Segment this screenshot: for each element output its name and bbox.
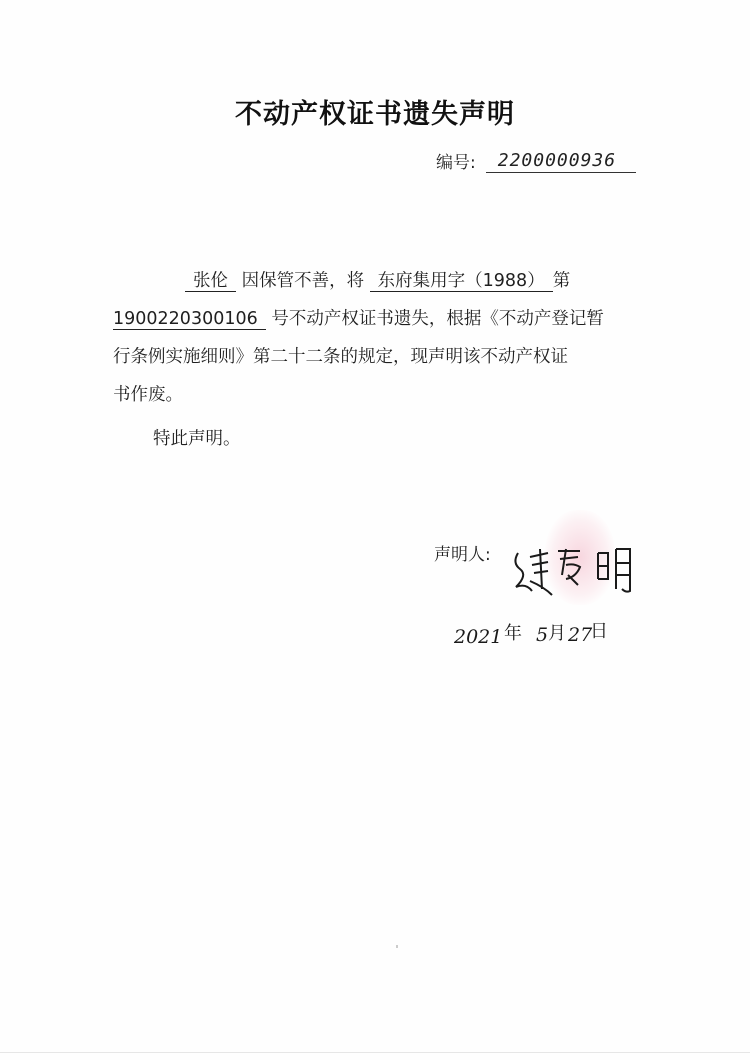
- certificate-prefix: 东府集用字（1988）: [370, 271, 553, 292]
- handwritten-signature: [500, 535, 650, 605]
- body-text-segment: 第: [552, 271, 571, 291]
- declarant-label: 声明人:: [434, 545, 491, 565]
- body-line-1: [113, 262, 643, 300]
- date-month: 5: [536, 624, 549, 646]
- scan-mark: [396, 945, 398, 948]
- serial-value: 2200000936: [486, 150, 636, 173]
- certificate-number: 1900220300106: [113, 309, 266, 330]
- owner-name: 张伦: [185, 271, 236, 292]
- document-title: 不动产权证书遗失声明: [235, 99, 515, 130]
- body-text-segment: 号不动产权证书遗失，根据《不动产登记暂: [271, 309, 604, 329]
- date-day: 27: [568, 624, 593, 646]
- serial-label: 编号:: [436, 153, 476, 173]
- body-line-4: 书作废。: [113, 385, 183, 405]
- date-year-char: 年: [504, 623, 522, 644]
- closing-statement: 特此声明。: [153, 429, 241, 449]
- handwritten-date: [452, 615, 622, 655]
- serial-number-row: [436, 148, 636, 173]
- body-line-2: [113, 300, 643, 338]
- body-line-3: 行条例实施细则》第二十二条的规定，现声明该不动产权证: [113, 347, 568, 367]
- date-day-char: 日: [590, 621, 608, 642]
- scan-edge-line: [0, 1052, 750, 1053]
- body-text-segment: 因保管不善，将: [241, 271, 365, 291]
- date-month-char: 月: [548, 623, 566, 644]
- date-year: 2021: [454, 626, 503, 648]
- declaration-body: [113, 262, 643, 414]
